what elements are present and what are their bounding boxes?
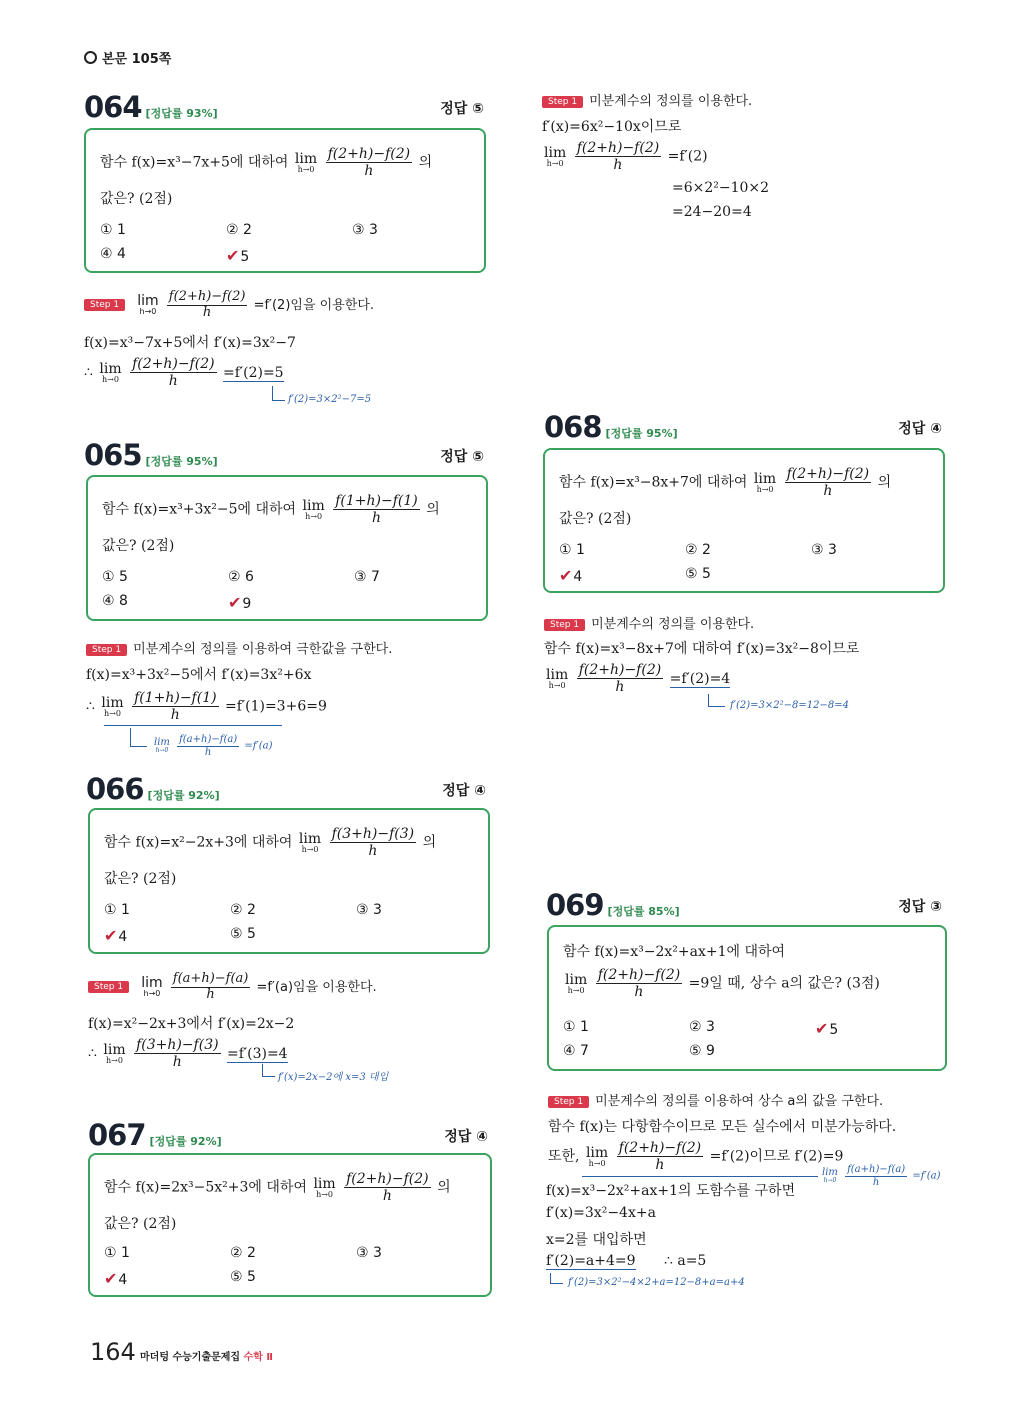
choice-1[interactable]: ① 1 [559,542,585,558]
lim-text: lim [298,830,322,847]
question-line2: 값은? (2점) [102,538,175,554]
choice-2[interactable]: ② 3 [689,1019,715,1035]
limit [546,668,568,690]
answer-label: 정답 ④ [444,1129,488,1145]
denominator: h [172,1054,182,1071]
subject-name: 수학 Ⅱ [243,1352,273,1363]
lim-text: lim [544,144,567,161]
choice-2[interactable]: ② 2 [230,902,256,918]
numerator: f(2+h)−f(2) [327,146,411,162]
numerator: f(1+h)−f(1) [134,690,217,706]
choice-1[interactable]: ① 1 [104,902,130,918]
question-line2: 값은? (2점) [559,511,632,527]
limit [544,146,566,168]
choice-text: 5 [829,1022,839,1038]
fraction [344,1171,431,1204]
step-text: 미분계수의 정의를 이용하여 극한값을 구한다. [133,642,393,657]
numerator: f(2+h)−f(2) [597,967,681,983]
denominator: h [872,1176,880,1188]
book-title [140,1348,273,1363]
numerator: f(2+h)−f(2) [132,356,215,372]
step-badge: Step 1 [86,644,127,656]
correct-rate: [정답률 85%] [607,905,680,918]
therefore-symbol: ∴ [86,698,95,715]
choice-5[interactable]: ⑤ 5 [230,926,256,942]
problem-065-box [86,475,488,621]
lim-sub: h→0 [567,985,585,995]
limit [303,499,325,521]
note-text: f′(2)=3×2²−8=12−8=4 [730,700,849,711]
solution-line: f′(x)=6x²−10x이므로 [542,119,682,135]
choice-3[interactable]: ③ 3 [352,222,378,238]
fraction [785,466,872,499]
denominator: h [615,679,625,696]
limit [822,1168,838,1184]
step-text: =f′(a)임을 이용한다. [256,979,377,995]
choice-3[interactable]: ③ 3 [356,902,382,918]
question-line [100,146,432,179]
choice-5[interactable]: ⑤ 5 [685,566,711,582]
solution-069-step [548,1090,883,1109]
fraction [577,662,664,695]
step-badge: Step 1 [88,981,129,993]
lim-text: lim [565,971,588,988]
question-line [559,466,891,499]
book-name: 마더텅 수능기출문제집 [140,1352,241,1363]
result: =f′(3)=4 [227,1045,288,1062]
question-line [104,826,436,859]
note-text [820,1164,941,1188]
problem-068-header [544,410,942,444]
question-text: 함수 f(x)=x³+3x²−5에 대하여 [102,501,297,518]
solution-068-step [544,613,754,632]
question-post: 의 [437,1179,451,1196]
step-text: 미분계수의 정의를 이용한다. [591,617,755,632]
numerator: f(2+h)−f(2) [578,662,662,678]
choice-5[interactable]: ⑤ 9 [689,1043,715,1059]
lim-sub: h→0 [823,1177,837,1184]
choice-5-checked[interactable] [226,246,249,265]
problem-069-box [547,925,947,1071]
note-text: f′(2)=3×2²−4×2+a=12−8+a=a+4 [568,1277,745,1288]
choice-5[interactable]: ⑤ 5 [230,1269,256,1285]
lim-sub: h→0 [155,747,169,754]
prefix: 또한, [548,1148,580,1165]
question-line: 함수 f(x)=x³−2x²+ax+1에 대하여 [563,944,786,960]
checkmark-icon: ✔ [226,246,240,265]
problem-number: 066 [86,772,144,806]
lim-text: lim [822,1167,838,1178]
choice-5-checked[interactable] [228,593,251,612]
answer-label: 정답 ⑤ [440,449,484,465]
choice-text: 5 [240,249,250,265]
fraction [134,1037,221,1070]
correct-rate: [정답률 93%] [145,107,218,120]
limit [313,1177,335,1199]
choice-text: 4 [573,569,583,585]
denominator: h [170,707,180,724]
numerator: f(2+h)−f(2) [168,289,246,304]
numerator: f(1+h)−f(1) [335,493,418,509]
limit [137,294,158,316]
problem-067-header [88,1118,488,1152]
fraction [132,690,219,723]
limit [141,976,162,998]
choice-3-checked[interactable] [815,1019,838,1038]
lim-text: lim [99,360,122,377]
checkmark-icon: ✔ [104,926,118,945]
choice-2[interactable]: ② 2 [230,1245,256,1261]
lim-text: lim [585,1144,609,1161]
note-arrow [708,694,725,707]
solution-064-step [84,290,374,321]
question-line2 [563,967,880,1000]
question-post: =9일 때, 상수 a의 값은? (3점) [688,975,880,992]
solution-line [88,1037,288,1070]
problem-number: 068 [544,410,602,444]
note-result: =f′(a) [244,740,273,752]
denominator: h [204,746,212,758]
solution-line: f(x)=x²−2x+3에서 f′(x)=2x−2 [88,1016,295,1032]
choice-2[interactable]: ② 2 [226,222,252,238]
choice-text: 4 [118,1272,128,1288]
numerator: f(2+h)−f(2) [618,1140,702,1156]
choice-1[interactable]: ① 1 [563,1019,589,1035]
step-text: =f′(2)임을 이용한다. [253,297,375,313]
choice-4-checked[interactable] [559,566,582,585]
solution-063-step [542,90,752,109]
limit [154,738,170,754]
question-line2: 값은? (2점) [100,191,173,207]
solution-line: f′(x)=3x²−4x+a [546,1205,656,1221]
conclusion: ∴ a=5 [664,1253,707,1269]
solution-line: 함수 f(x)는 다항함수이므로 모든 실수에서 미분가능하다. [548,1119,897,1135]
note-arrow [272,386,285,401]
note-text: f′(x)=2x−2에 x=3 대입 [278,1072,389,1083]
underline [104,725,282,726]
numerator: f(2+h)−f(2) [786,466,870,482]
therefore-symbol: ∴ [88,1045,97,1062]
denominator: h [364,163,374,180]
limit [565,973,587,995]
note-text: f′(2)=3×2²−7=5 [288,394,372,405]
correct-rate: [정답률 95%] [605,427,678,440]
circle-icon [84,51,97,64]
problem-064-box [84,128,486,273]
therefore-symbol: ∴ [84,364,93,381]
question-line2: 값은? (2점) [104,1216,177,1232]
problem-number: 065 [84,438,142,472]
underline-arrow [582,1176,818,1177]
fraction [596,967,683,1000]
choice-text: 9 [242,596,252,612]
numerator: f(a+h)−f(a) [179,734,238,745]
numerator: f(a+h)−f(a) [847,1164,906,1175]
answer-label: 정답 ⑤ [440,101,484,117]
question-line [104,1171,451,1204]
question-post: 의 [418,154,433,171]
denominator: h [382,1188,392,1205]
note-text [152,734,273,758]
lim-text: lim [154,737,170,748]
lim-sub: h→0 [297,164,315,174]
lim-sub: h→0 [316,1189,334,1199]
problem-069-header [546,888,942,922]
question-text: 함수 f(x)=x³−7x+5에 대하여 [100,154,289,171]
checkmark-icon: ✔ [559,566,573,585]
choice-text: 4 [118,929,128,945]
answer-label: 정답 ④ [442,783,486,799]
choice-1[interactable]: ① 1 [104,1245,130,1261]
fraction [330,826,417,859]
solution-line [84,356,284,389]
choice-2[interactable]: ② 2 [685,542,711,558]
question-post: 의 [422,834,437,851]
note-arrow [130,728,147,747]
denominator: h [368,843,378,860]
problem-064-header [84,90,484,124]
choice-3[interactable]: ③ 3 [811,542,837,558]
choice-4-checked[interactable] [104,1269,127,1288]
choice-4-checked[interactable] [104,926,127,945]
fraction [617,1140,704,1173]
result: =f′(2)=4 [669,670,731,687]
denominator: h [202,304,212,320]
solution-line: f(x)=x³−7x+5에서 f′(x)=3x²−7 [84,335,296,351]
solution-line: =6×2²−10×2 [672,180,770,196]
numerator: f(3+h)−f(3) [136,1037,219,1053]
lim-text: lim [101,694,124,711]
page-reference [84,48,171,67]
lim-text: lim [753,470,777,487]
solution-line [548,1140,843,1173]
correct-rate: [정답률 92%] [149,1135,222,1148]
limit [586,1146,608,1168]
lim-text: lim [103,1041,126,1058]
limit [295,152,317,174]
solution-line: x=2를 대입하면 [546,1232,647,1248]
choice-4[interactable]: ④ 8 [102,593,128,609]
correct-rate: [정답률 95%] [145,455,218,468]
step-badge: Step 1 [84,299,125,311]
page-reference-text: 본문 105쪽 [102,52,172,67]
solution-line: f(x)=x³−2x²+ax+1의 도함수를 구하면 [546,1183,796,1199]
page-number: 164 [90,1338,136,1366]
solution-066-step [88,972,377,1003]
solution-065-step [86,638,392,657]
solution-line [546,1253,706,1269]
choice-4[interactable]: ④ 4 [100,246,126,262]
numerator: f(3+h)−f(3) [331,826,415,842]
fraction [130,356,217,389]
lim-sub: h→0 [104,708,121,718]
numerator: f(a+h)−f(a) [172,971,249,986]
solution-line [542,140,708,173]
problem-068-box [543,448,945,593]
choice-4[interactable]: ④ 7 [563,1043,589,1059]
choice-2[interactable]: ② 6 [228,569,254,585]
solution-line [544,662,730,695]
fraction [177,734,239,758]
limit [754,472,776,494]
lim-sub: h→0 [301,844,319,854]
problem-number: 064 [84,90,142,124]
step-badge: Step 1 [542,96,583,108]
choice-1[interactable]: ① 1 [100,222,126,238]
solution-line [86,690,327,723]
checkmark-icon: ✔ [104,1269,118,1288]
equation: f′(2)=a+4=9 [546,1253,636,1269]
denominator: h [613,157,623,174]
limit [101,696,123,718]
lim-text: lim [137,293,159,310]
limit [299,832,321,854]
result: =f′(2)=5 [223,364,284,381]
question-post: 의 [877,474,892,491]
numerator: f(2+h)−f(2) [346,1171,429,1187]
choice-3[interactable]: ③ 3 [356,1245,382,1261]
lim-text: lim [546,666,569,683]
lim-sub: h→0 [588,1158,606,1168]
result: =f′(2) [667,148,708,165]
limit [99,362,121,384]
step-badge: Step 1 [544,619,585,631]
problem-066-header [86,772,486,806]
lim-text: lim [313,1175,336,1192]
denominator: h [168,373,178,390]
note-arrow [262,1064,275,1077]
problem-067-box [88,1153,492,1297]
lim-sub: h→0 [548,680,566,690]
fraction [326,146,413,179]
denominator: h [206,986,215,1002]
fraction [167,290,248,321]
fraction [333,493,420,526]
choice-1[interactable]: ① 5 [102,569,128,585]
step-text: 미분계수의 정의를 이용한다. [589,94,753,109]
question-line2: 값은? (2점) [104,871,177,887]
answer-label: 정답 ③ [898,899,942,915]
correct-rate: [정답률 92%] [147,789,220,802]
lim-sub: h→0 [102,374,119,384]
note-arrow [550,1273,563,1284]
checkmark-icon: ✔ [815,1019,829,1038]
question-post: 의 [426,501,440,518]
checkmark-icon: ✔ [228,593,242,612]
fraction [575,140,662,173]
lim-sub: h→0 [106,1055,123,1065]
lim-text: lim [294,150,318,167]
numerator: f(2+h)−f(2) [576,140,660,156]
lim-text: lim [302,497,325,514]
problem-066-box [88,808,490,954]
solution-line: =24−20=4 [672,204,752,220]
lim-sub: h→0 [546,158,564,168]
question-text: 함수 f(x)=2x³−5x²+3에 대하여 [104,1179,307,1196]
problem-number: 069 [546,888,604,922]
question-text: 함수 f(x)=x²−2x+3에 대하여 [104,834,293,851]
choice-3[interactable]: ③ 7 [354,569,380,585]
solution-line: 함수 f(x)=x³−8x+7에 대하여 f′(x)=3x²−8이므로 [544,641,860,657]
note-result: =f′(a) [912,1170,941,1182]
limit [103,1043,125,1065]
solution-line: f(x)=x³+3x²−5에서 f′(x)=3x²+6x [86,667,312,683]
step-badge: Step 1 [548,1096,589,1108]
lim-text: lim [141,975,163,992]
denominator: h [371,510,381,527]
denominator: h [655,1157,665,1174]
denominator: h [823,483,833,500]
question-text: 함수 f(x)=x³−8x+7에 대하여 [559,474,748,491]
fraction [845,1164,907,1188]
result: =f′(1)=3+6=9 [225,698,327,715]
problem-065-header [84,438,484,472]
lim-sub: h→0 [756,484,774,494]
fraction [171,972,251,1003]
problem-number: 067 [88,1118,146,1152]
denominator: h [634,984,644,1001]
result: =f′(2)이므로 f′(2)=9 [709,1148,844,1165]
answer-label: 정답 ④ [898,421,942,437]
lim-sub: h→0 [143,989,161,999]
step-text: 미분계수의 정의를 이용하여 상수 a의 값을 구한다. [595,1094,884,1109]
question-line [102,493,440,526]
lim-sub: h→0 [305,511,323,521]
lim-sub: h→0 [139,307,157,317]
